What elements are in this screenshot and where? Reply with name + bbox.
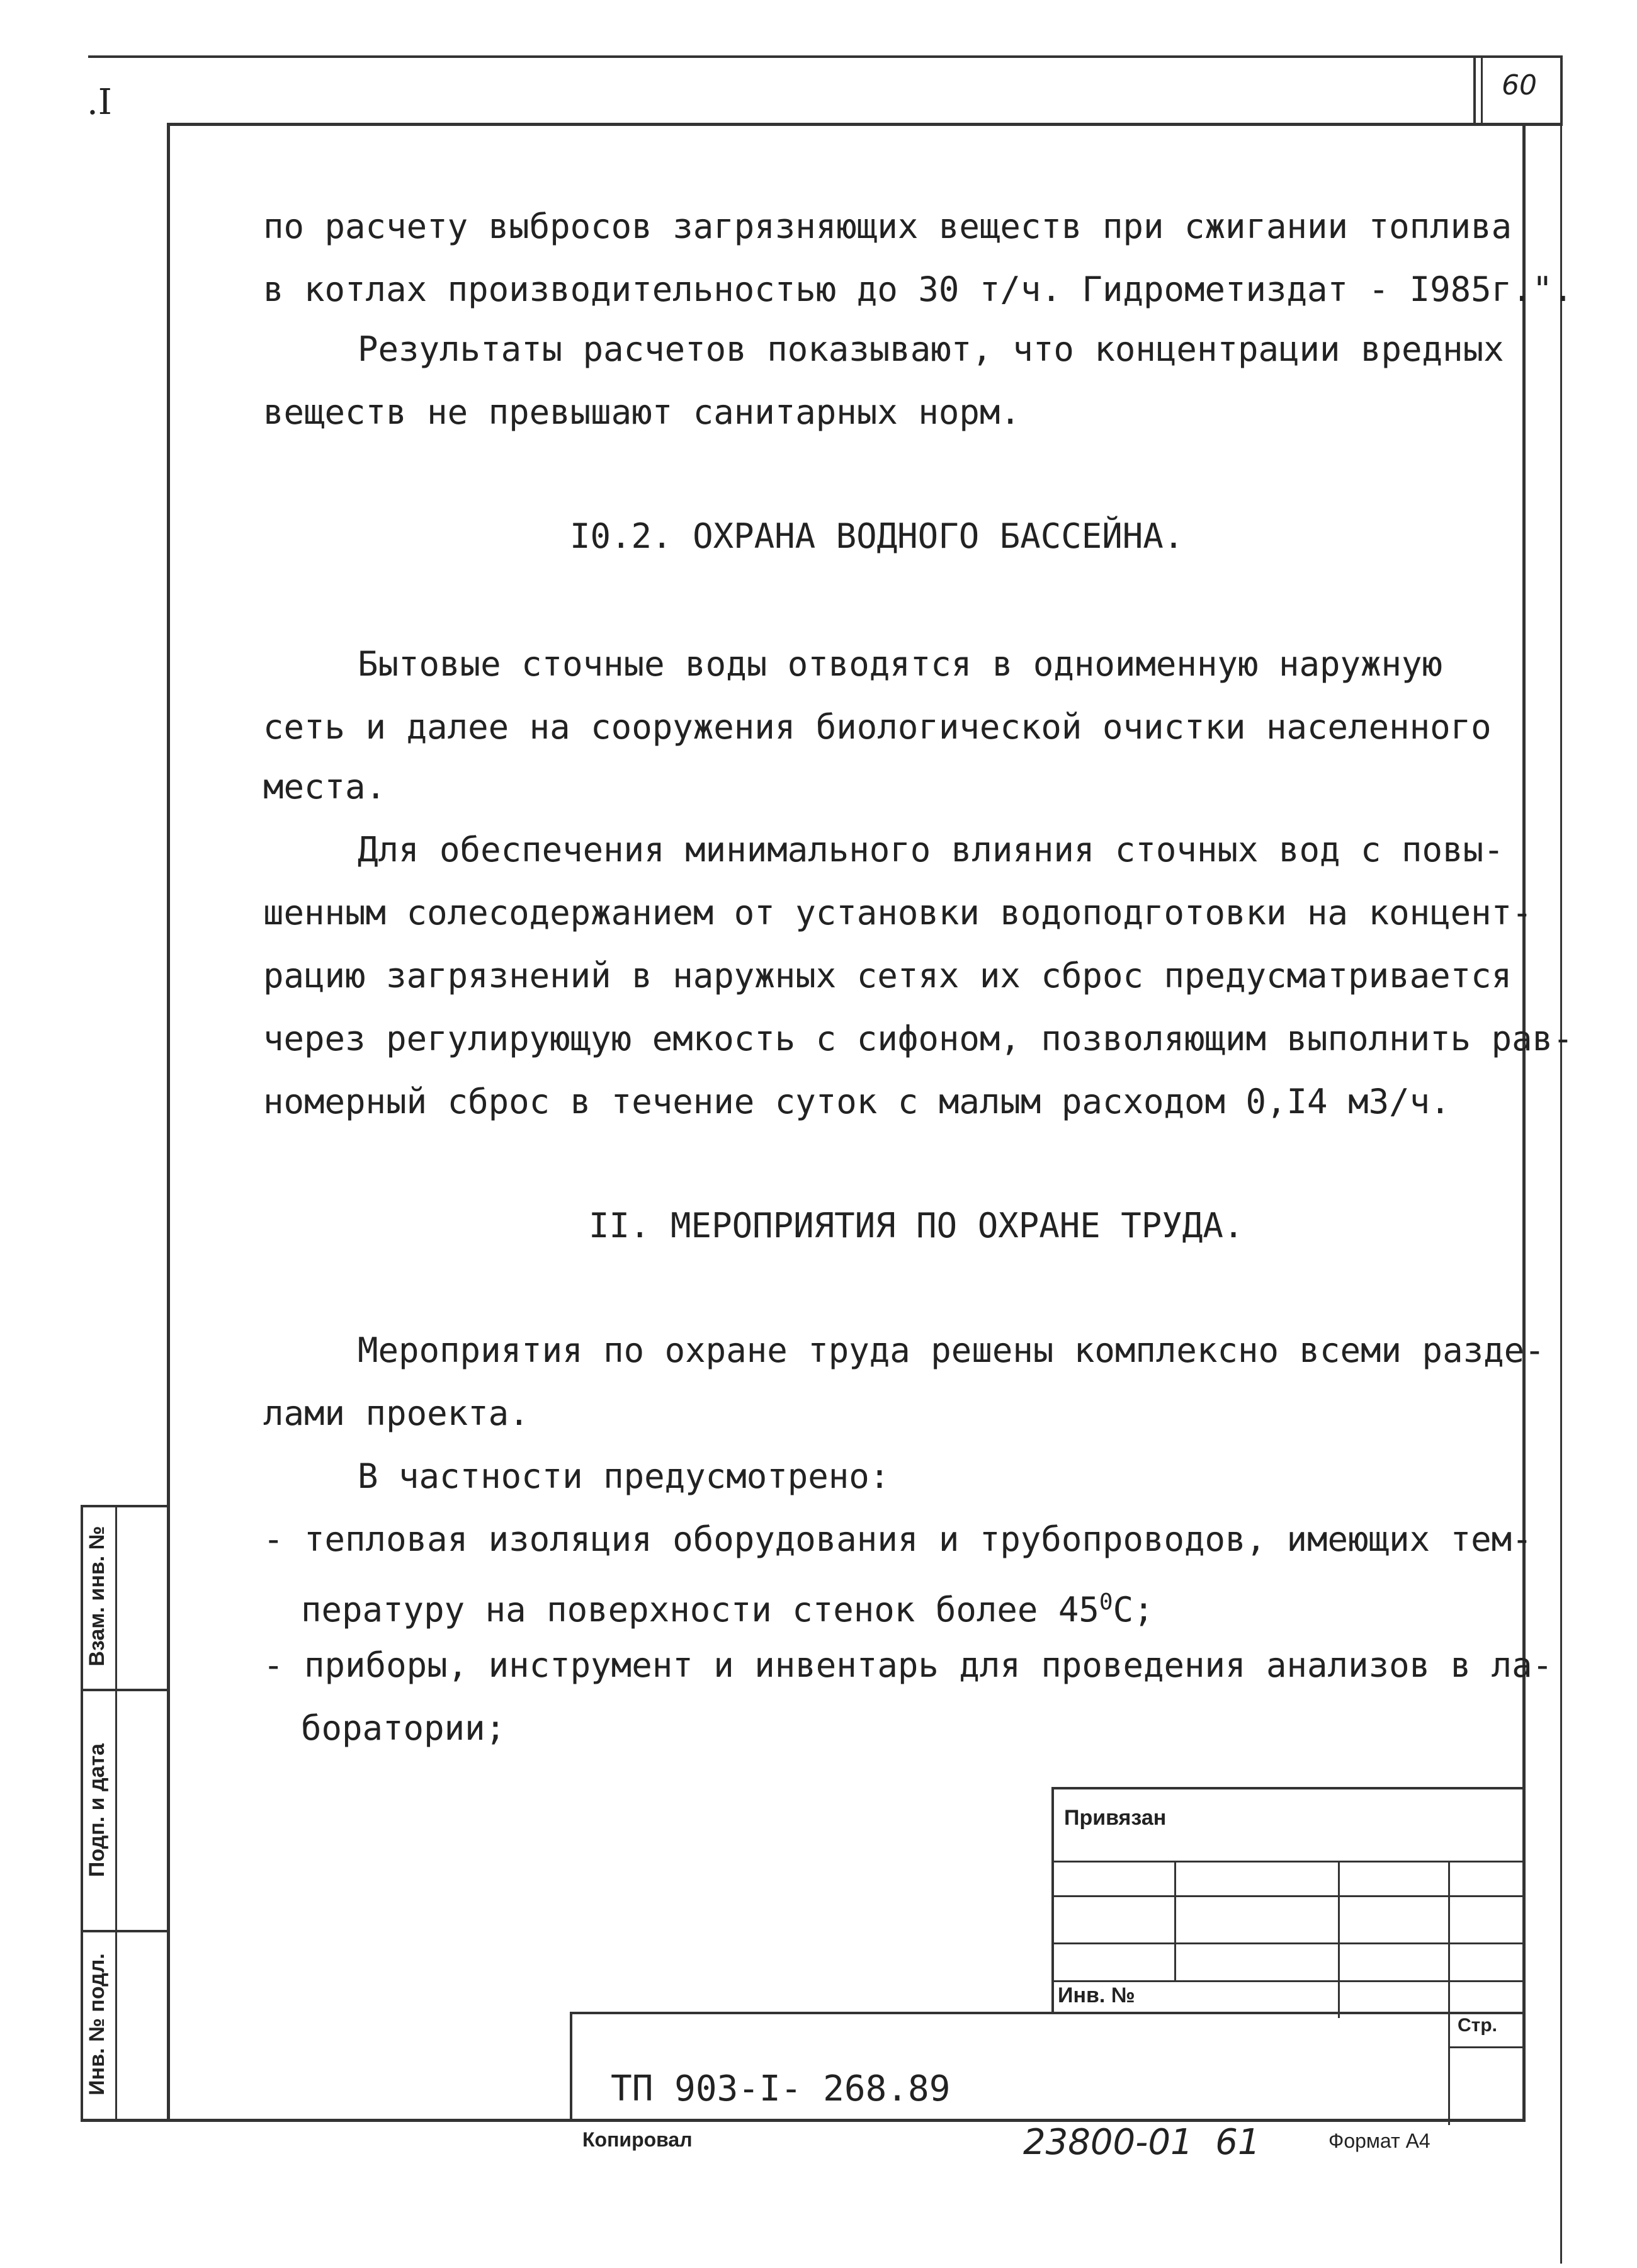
- superscript: 0: [1099, 1589, 1113, 1615]
- text-line: Мероприятия по охране труда решены комплексно всеми разде-: [358, 1330, 1545, 1370]
- frame-top: [167, 123, 1563, 126]
- tb-left: [1051, 1787, 1054, 2014]
- list-item-continuation: боратории;: [301, 1708, 506, 1748]
- tb-col3: [1448, 1861, 1450, 2125]
- stamp-strip-div1: [81, 1689, 169, 1691]
- list-item-continuation: [301, 1571, 1154, 1641]
- document-code: ТП 903-I- 268.89: [611, 2068, 951, 2109]
- tb-col2: [1338, 1861, 1340, 2018]
- side-stamp-podp: Подп. и дата: [85, 1743, 109, 1878]
- tb-row3: [1051, 1942, 1524, 1944]
- page-box-right: [1560, 55, 1563, 125]
- tb-main-top: [570, 2012, 1524, 2014]
- tb-row1: [1051, 1861, 1524, 1863]
- text-line: сеть и далее на сооружения биологической очистки населенного: [263, 707, 1492, 747]
- frame-right: [1522, 123, 1526, 2122]
- footer-number: 23800-01 61: [1023, 2122, 1260, 2163]
- outer-right-line: [1560, 123, 1562, 2264]
- text-line: в котлах производительностью до 30 т/ч. Гидрометиздат - I985г.".: [263, 269, 1573, 309]
- text-line: номерный сброс в течение суток с малым расходом 0,I4 м3/ч.: [263, 1082, 1451, 1121]
- title-block-inv-no: Инв. №: [1058, 1983, 1135, 2007]
- stamp-strip-left: [81, 1505, 83, 2122]
- tb-main-left: [570, 2012, 572, 2122]
- page-box-left: [1473, 55, 1476, 125]
- text-line: Результаты расчетов показывают, что концентрации вредных: [358, 329, 1504, 369]
- text-line: лами проекта.: [263, 1393, 530, 1433]
- stamp-strip-div2: [81, 1930, 169, 1932]
- footer-format: Формат А4: [1328, 2129, 1430, 2152]
- text-fragment: С;: [1113, 1590, 1154, 1630]
- tb-page-row: [1448, 2046, 1524, 2048]
- text-line: рацию загрязнений в наружных сетях их сброс предусматривается: [263, 956, 1512, 995]
- frame-bottom: [82, 2119, 1525, 2122]
- tb-row2: [1051, 1895, 1524, 1897]
- text-fragment: пературу на поверхности стенок более 45: [301, 1590, 1099, 1630]
- tb-top: [1051, 1787, 1524, 1789]
- tb-col1: [1174, 1861, 1176, 1980]
- left-mark: .I: [87, 82, 112, 123]
- title-block-page-label: Стр.: [1458, 2015, 1498, 2036]
- title-block-privyazan: Привязан: [1064, 1806, 1167, 1830]
- text-line: Для обеспечения минимального влияния сточных вод с повы-: [358, 830, 1504, 870]
- list-item: - приборы, инструмент и инвентарь для проведения анализов в ла-: [263, 1645, 1553, 1685]
- side-stamp-inv: Инв. № подл.: [85, 1953, 109, 2095]
- tb-row4: [1051, 1980, 1524, 1982]
- page-box-left-2: [1481, 55, 1483, 125]
- stamp-strip-mid: [115, 1505, 117, 2122]
- section-heading-11: II. МЕРОПРИЯТИЯ ПО ОХРАНЕ ТРУДА.: [589, 1206, 1244, 1245]
- top-line: [88, 55, 1561, 58]
- text-line: по расчету выбросов загрязняющих веществ при сжигании топлива: [263, 207, 1512, 246]
- page-number: 60: [1502, 69, 1537, 101]
- footer-copied: Копировал: [582, 2128, 693, 2151]
- text-line: веществ не превышают санитарных норм.: [263, 392, 1021, 432]
- side-stamp-vzam: Взам. инв. №: [85, 1526, 109, 1667]
- section-heading-10-2: I0.2. ОХРАНА ВОДНОГО БАССЕЙНА.: [570, 516, 1184, 556]
- frame-left: [167, 123, 170, 2122]
- text-line: Бытовые сточные воды отводятся в одноименную наружную: [358, 644, 1443, 684]
- text-line: шенным солесодержанием от установки водоподготовки на концент-: [263, 893, 1532, 933]
- text-line: через регулирующую емкость с сифоном, позволяющим выполнить рав-: [263, 1019, 1573, 1058]
- text-line: В частности предусмотрено:: [358, 1456, 890, 1496]
- list-item: - тепловая изоляция оборудования и трубопроводов, имеющих тем-: [263, 1519, 1532, 1559]
- text-line: места.: [263, 767, 387, 807]
